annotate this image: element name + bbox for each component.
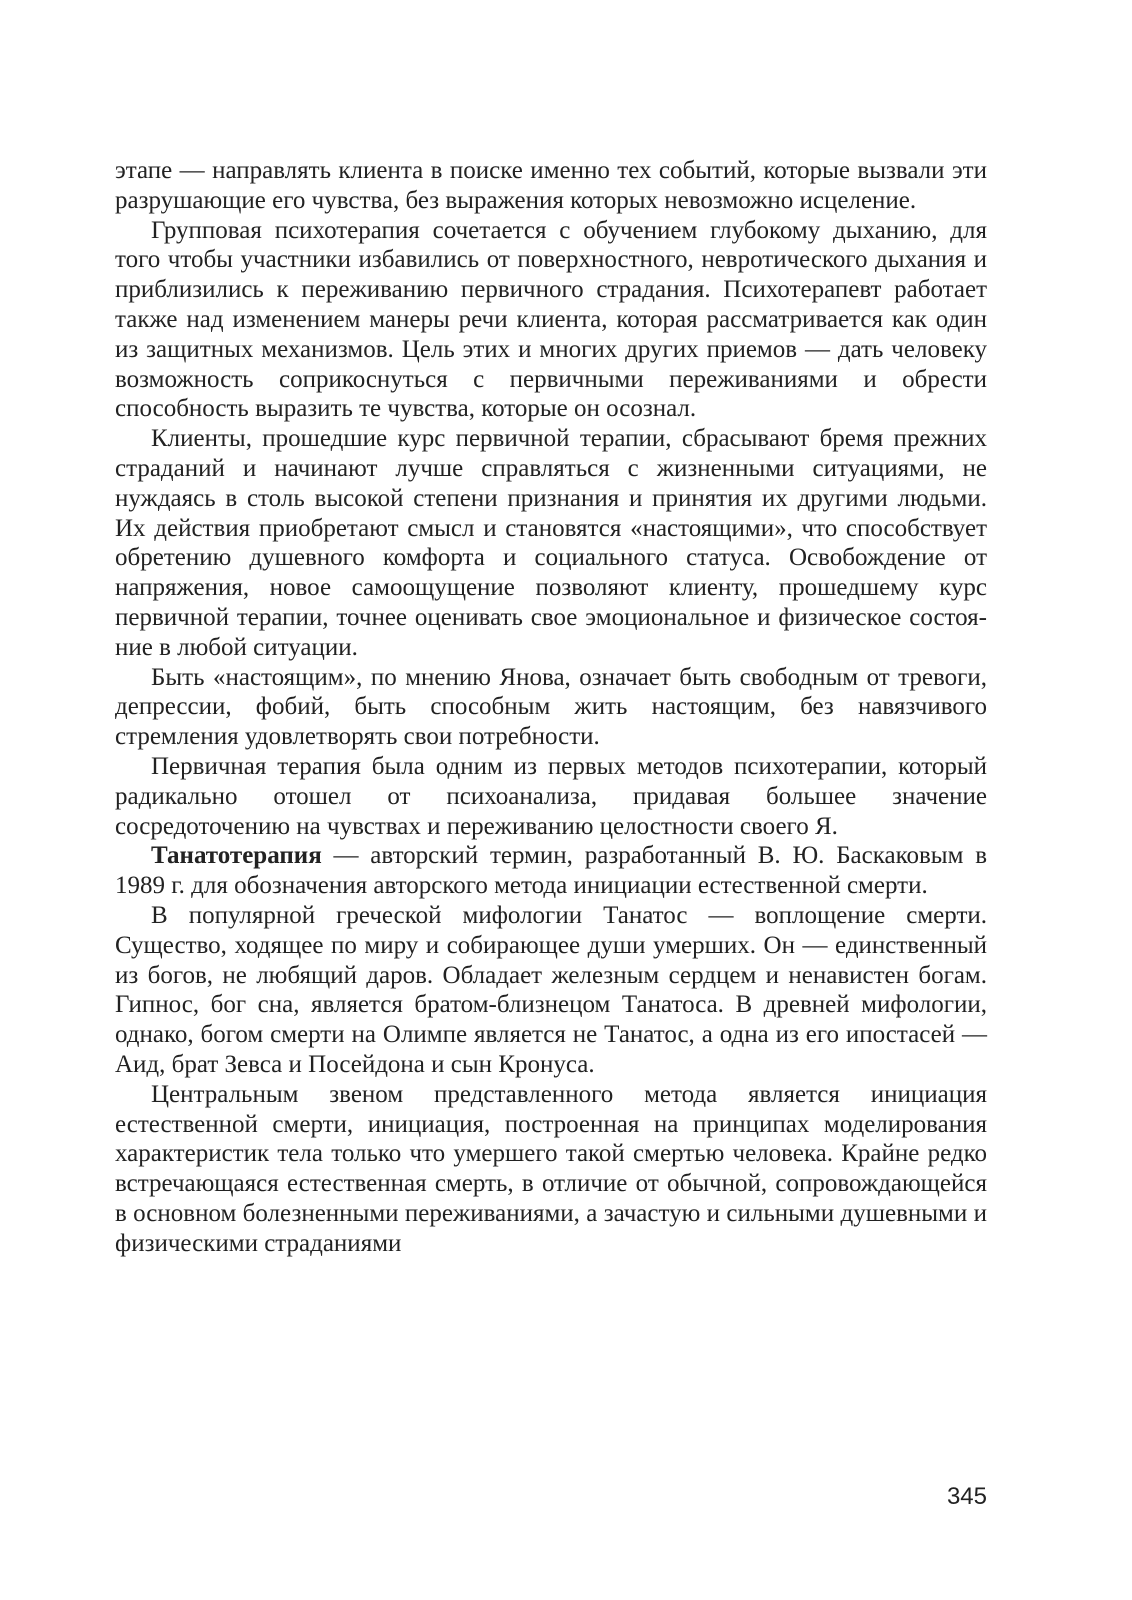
- page-number: 345: [946, 1483, 987, 1510]
- definition-paragraph: [115, 841, 987, 901]
- paragraph-text: Клиенты, прошедшие курс первичной терапии, сбрасывают бремя прежних страданий и начинают лучше справляться с жизненными ситуациями, не нуждаясь в столь высокой степени признания и принятия их другими людьми. Их действия приобретают смысл и становятся «настоящими», что способствует обретению душевного комфорта и социального статуса. Освобождение от напряжения, новое самоощущение позволяют клиенту, прошедшему курс первичной терапии, точнее оценивать свое эмоциональное и физическое состояние в любой ситуации.: [115, 425, 987, 661]
- body-text: [115, 156, 987, 1258]
- paragraph: [115, 663, 987, 752]
- paragraph: [115, 216, 987, 425]
- paragraph-text: Быть «настоящим», по мнению Янова, означает быть свободным от тревоги, депрессии, фобий, быть способным жить настоящим, без навязчивого стремления удовлетворять свои потребности.: [115, 663, 987, 751]
- paragraph-text: Первичная терапия была одним из первых методов психотерапии, который радикально отошел от психоанализа, придавая большее значение сосредоточению на чувствах и переживанию целостности своего Я.: [115, 752, 987, 840]
- paragraph-text: Групповая психотерапия сочетается с обучением глубокому дыханию, для того чтобы участники избавились от поверхностного, невротического дыхания и приблизились к переживанию первичного страдания. Психотерапевт работает также над изменением манеры речи клиента, которая рассматривается как один из защитных механизмов. Цель этих и многих других приемов — дать человеку возможность соприкоснуться с первичными переживаниями и обрести способность выразить те чувства, которые он осознал.: [115, 216, 987, 423]
- paragraph: [115, 901, 987, 1080]
- paragraph-text: В популярной греческой мифологии Танатос — воплощение смерти. Существо, ходящее по миру и собирающее души умерших. Он — единственный из богов, не любящий даров. Обладает железным сердцем и ненавистен богам. Гипнос, бог сна, является братом-близнецом Танатоса. В древней мифологии, однако, богом смерти на Олимпе является не Танатос, а одна из его ипостасей — Аид, брат Зевса и Посейдона и сын Кронуса.: [115, 901, 987, 1078]
- defined-term: Танатотерапия: [151, 842, 322, 870]
- paragraph: [115, 424, 987, 662]
- paragraph-text: — авторский термин, разработанный В. Ю. Баскаковым в 1989 г. для обозначения авторского метода инициации естественной смерти.: [115, 842, 987, 900]
- paragraph: [115, 1080, 987, 1259]
- paragraph-text: этапе — направлять клиента в поиске именно тех событий, которые вызвали эти разрушающие его чувства, без выражения которых невозможно исцеление.: [115, 157, 987, 214]
- paragraph: [115, 752, 987, 841]
- paragraph-text: Центральным звеном представленного метода является инициация естественной смерти, инициация, построенная на принципах моделирования характеристик тела только что умершего такой смертью человека. Крайне редко встречающаяся естественная смерть, в отличие от обычной, сопровождающейся в основном болезненными переживаниями, а зачастую и сильными душевными и физическими страданиями: [115, 1080, 987, 1257]
- paragraph: [115, 156, 987, 216]
